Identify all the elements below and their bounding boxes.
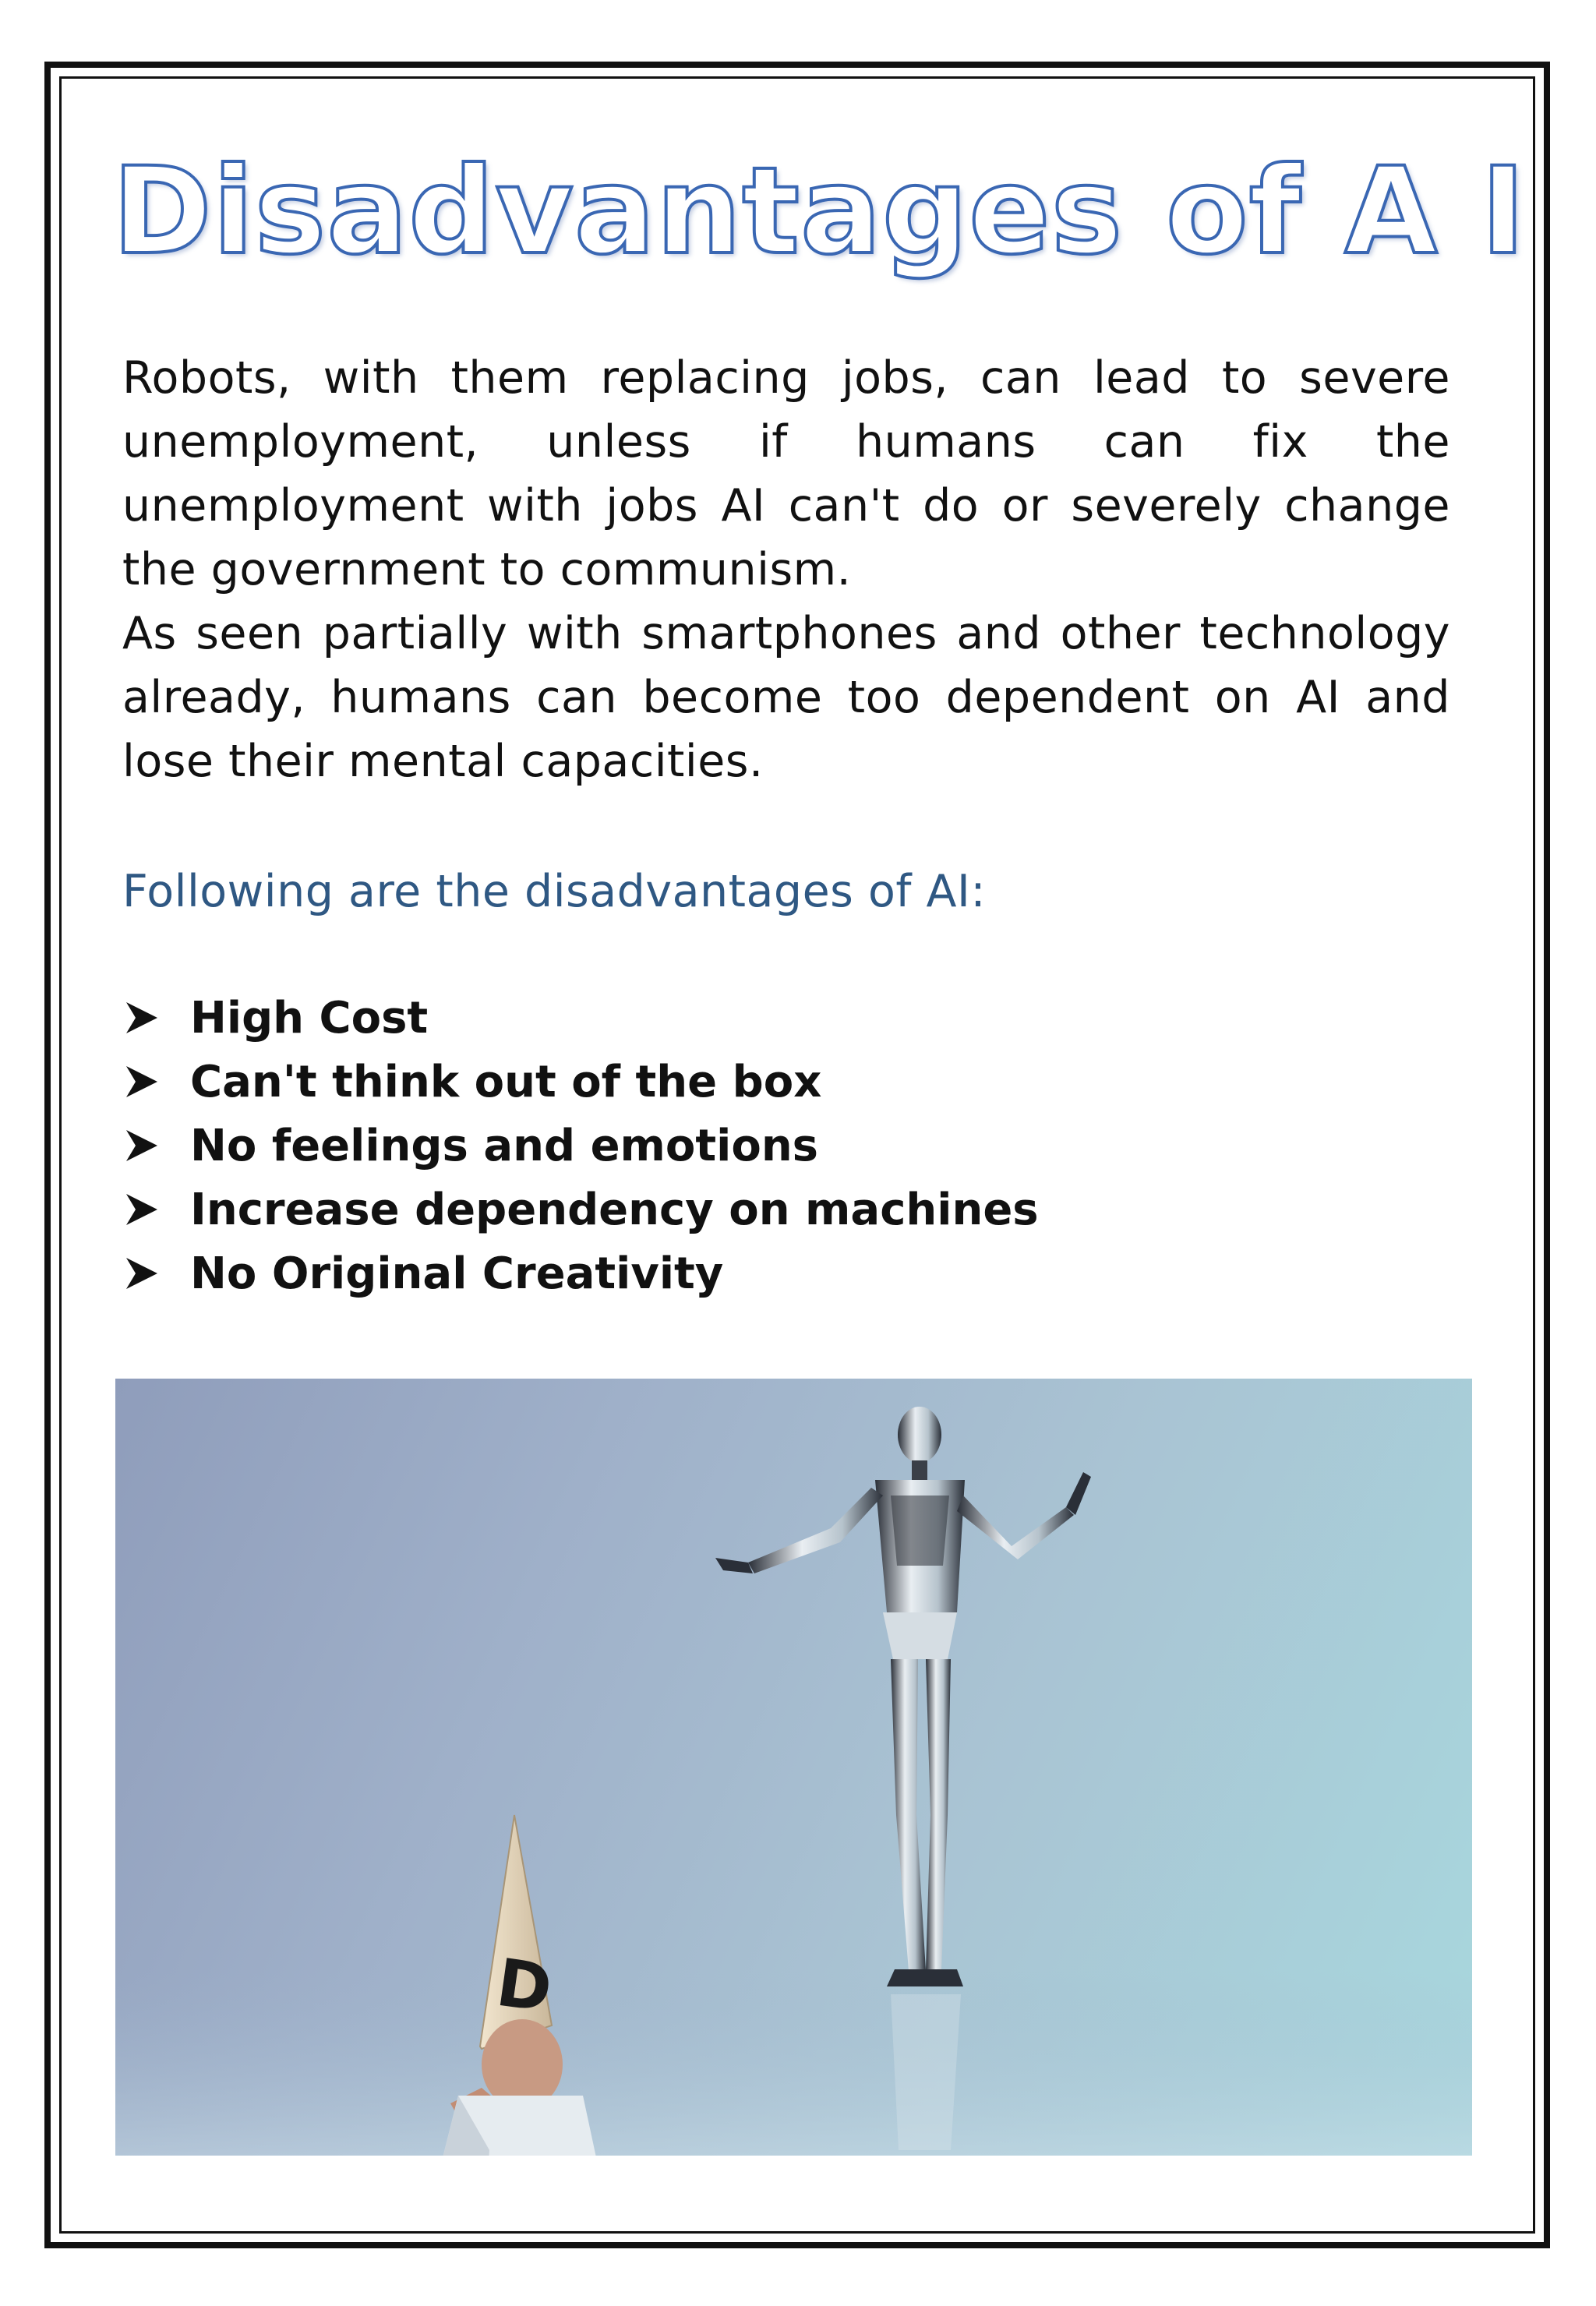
arrow-bullet-icon bbox=[125, 1065, 190, 1099]
list-intro: Following are the disadvantages of AI: bbox=[122, 866, 987, 917]
disadvantages-list bbox=[125, 986, 1039, 1305]
list-item-label: No Original Creativity bbox=[190, 1248, 724, 1299]
list-item bbox=[125, 1114, 1039, 1178]
list-item bbox=[125, 1178, 1039, 1241]
body-text bbox=[122, 346, 1450, 793]
arrow-bullet-icon bbox=[125, 1001, 190, 1035]
list-item-label: Can't think out of the box bbox=[190, 1056, 822, 1107]
page-title: Disadvantages of A I bbox=[112, 142, 1527, 281]
arrow-bullet-icon bbox=[125, 1192, 190, 1227]
list-item-label: High Cost bbox=[190, 992, 429, 1044]
paragraph-dependency: As seen partially with smartphones and other technology already, humans can become too dependent on AI and lose their mental capacities. bbox=[122, 608, 1450, 787]
arrow-bullet-icon bbox=[125, 1128, 190, 1163]
arrow-bullet-icon bbox=[125, 1256, 190, 1291]
cone-letter: D bbox=[492, 1944, 557, 2028]
list-item bbox=[125, 986, 1039, 1050]
paragraph-unemployment: Robots, with them replacing jobs, can lead to severe unemployment, unless if humans can fix the unemployment with jobs AI can't do or severely change the government to communism. bbox=[122, 352, 1450, 595]
list-item-label: Increase dependency on machines bbox=[190, 1184, 1039, 1235]
robot-and-dunce-illustration bbox=[115, 1379, 1472, 2156]
list-item bbox=[125, 1050, 1039, 1114]
list-item bbox=[125, 1241, 1039, 1305]
list-item-label: No feelings and emotions bbox=[190, 1120, 819, 1171]
